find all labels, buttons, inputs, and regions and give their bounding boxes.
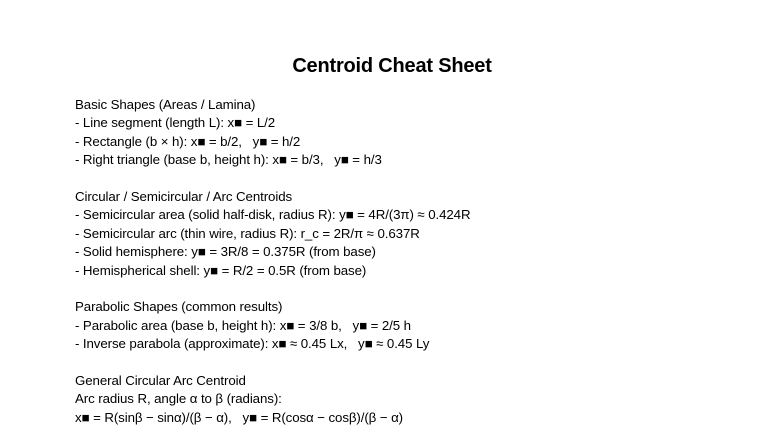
section-heading: General Circular Arc Centroid — [75, 372, 246, 388]
section-general-arc — [75, 372, 775, 427]
formula-line: - Semicircular arc (thin wire, radius R): r_c = 2R/π ≈ 0.637R — [75, 225, 420, 241]
section-heading: Basic Shapes (Areas / Lamina) — [75, 97, 256, 112]
section-heading: Parabolic Shapes (common results) — [75, 299, 283, 315]
formula-line: x■ = R(sinβ − sinα)/(β − α), y■ = R(cosα − cosβ)/(β − α) — [75, 409, 403, 425]
formula-line: - Inverse parabola (approximate): x■ ≈ 0.45 Lx, y■ ≈ 0.45 Ly — [75, 336, 430, 352]
formula-line: - Hemispherical shell: y■ = R/2 = 0.5R (from base) — [75, 262, 367, 278]
section-parabolic — [75, 298, 775, 353]
formula-line: - Parabolic area (base b, height h): x■ = 3/8 b, y■ = 2/5 h — [75, 317, 411, 333]
formula-line: - Right triangle (base b, height h): x■ = b/3, y■ = h/3 — [75, 152, 382, 168]
formula-line: - Semicircular area (solid half-disk, radius R): y■ = 4R/(3π) ≈ 0.424R — [75, 207, 471, 223]
formula-line: - Solid hemisphere: y■ = 3R/8 = 0.375R (from base) — [75, 244, 376, 260]
section-heading: Circular / Semicircular / Arc Centroids — [75, 188, 293, 204]
formula-line: Arc radius R, angle α to β (radians): — [75, 391, 282, 407]
formula-line: - Rectangle (b × h): x■ = b/2, y■ = h/2 — [75, 133, 301, 149]
section-circular-arc — [75, 188, 775, 280]
page-title: Centroid Cheat Sheet — [292, 55, 492, 77]
section-basic-shapes — [75, 96, 775, 170]
document-body — [75, 96, 775, 445]
formula-line: - Line segment (length L): x■ = L/2 — [75, 115, 276, 131]
